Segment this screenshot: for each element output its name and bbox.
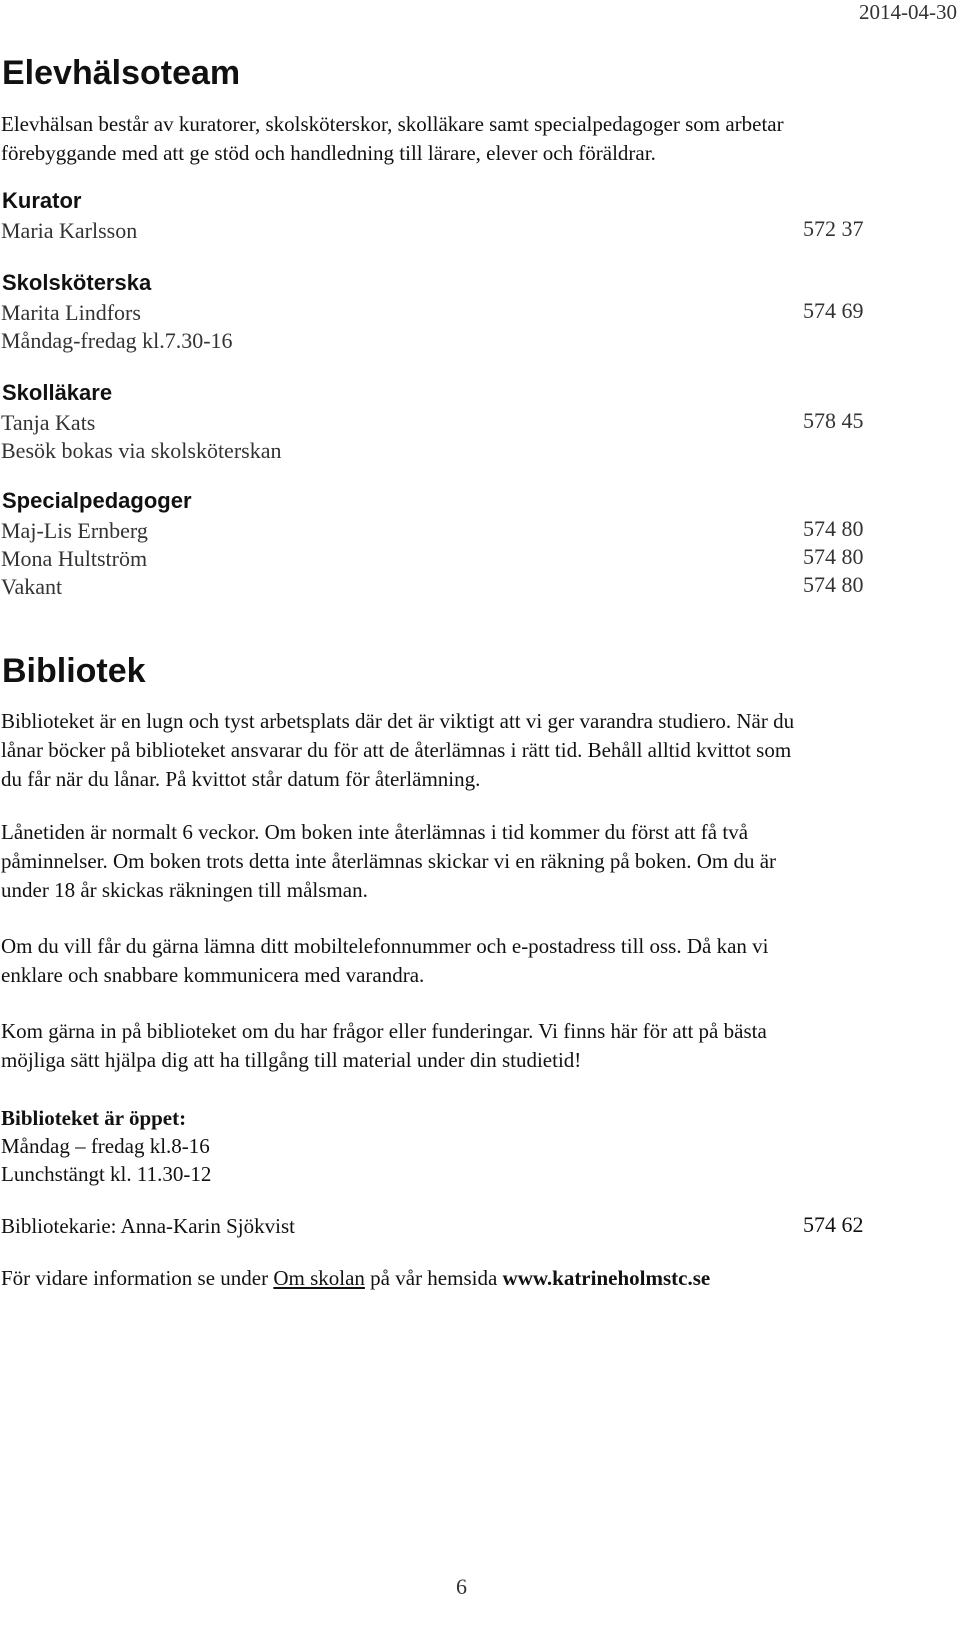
bibliotek-paragraph: [1, 932, 936, 990]
librarian: Bibliotekarie: Anna-Karin Sjökvist: [1, 1214, 295, 1238]
specialpedagog-phone: 574 80: [803, 516, 864, 541]
document-date: 2014-04-30: [859, 0, 957, 24]
om-skolan-link[interactable]: Om skolan: [273, 1266, 365, 1290]
librarian-phone: 574 62: [803, 1212, 864, 1237]
paragraph-line: enklare och snabbare kommunicera med varandra.: [1, 963, 425, 987]
paragraph-line: Biblioteket är en lugn och tyst arbetsplats där det är viktigt att vi ger varandra studiero. När du: [1, 709, 795, 733]
bibliotek-paragraph: [1, 1017, 936, 1075]
specialpedagog-phone: 574 80: [803, 544, 864, 569]
bibliotek-paragraph: [1, 707, 936, 794]
intro-line: Elevhälsan består av kuratorer, skolsköterskor, skolläkare samt specialpedagoger som arbetar: [1, 112, 784, 136]
kurator-heading: Kurator: [2, 188, 82, 213]
skollakare-note: Besök bokas via skolsköterskan: [1, 438, 282, 463]
more-info: [1, 1264, 710, 1293]
page-number: 6: [456, 1574, 467, 1599]
skollakare-phone: 578 45: [803, 408, 864, 433]
bibliotek-title: Bibliotek: [2, 652, 146, 690]
specialpedagoger-heading: Specialpedagoger: [2, 488, 192, 513]
elevhalsoteam-intro: [1, 110, 936, 168]
lunch-closed: Lunchstängt kl. 11.30-12: [1, 1162, 212, 1186]
skolskoterska-name: Marita Lindfors: [1, 300, 141, 325]
specialpedagog-name: Vakant: [1, 574, 63, 599]
specialpedagog-phone: 574 80: [803, 572, 864, 597]
paragraph-line: du får när du lånar. På kvittot står datum för återlämning.: [1, 767, 481, 791]
skolskoterska-heading: Skolsköterska: [2, 270, 152, 295]
paragraph-line: Om du vill får du gärna lämna ditt mobiltelefonnummer och e-postadress till oss. Då kan vi: [1, 934, 769, 958]
paragraph-line: under 18 år skickas räkningen till målsman.: [1, 878, 368, 902]
skollakare-name: Tanja Kats: [1, 410, 96, 435]
open-hours: Måndag – fredag kl.8-16: [1, 1134, 210, 1158]
kurator-phone: 572 37: [803, 216, 864, 241]
paragraph-line: Kom gärna in på biblioteket om du har frågor eller funderingar. Vi finns här för att på bästa: [1, 1019, 767, 1043]
specialpedagog-name: Maj-Lis Ernberg: [1, 518, 148, 543]
skollakare-heading: Skolläkare: [2, 380, 113, 405]
bibliotek-paragraph: [1, 818, 936, 905]
specialpedagog-name: Mona Hultström: [1, 546, 148, 571]
skolskoterska-hours: Måndag-fredag kl.7.30-16: [1, 328, 233, 353]
intro-line: förebyggande med att ge stöd och handledning till lärare, elever och föräldrar.: [1, 141, 656, 165]
open-hours-heading: Biblioteket är öppet:: [1, 1106, 187, 1130]
website: www.katrineholmstc.se: [502, 1266, 711, 1290]
elevhalsoteam-title: Elevhälsoteam: [2, 54, 241, 92]
more-info-mid: på vår hemsida: [364, 1266, 503, 1290]
paragraph-line: Lånetiden är normalt 6 veckor. Om boken inte återlämnas i tid kommer du först att få två: [1, 820, 749, 844]
more-info-prefix: För vidare information se under: [1, 1266, 274, 1290]
kurator-name: Maria Karlsson: [1, 218, 138, 243]
paragraph-line: möjliga sätt hjälpa dig att ha tillgång till material under din studietid!: [1, 1048, 582, 1072]
skolskoterska-phone: 574 69: [803, 298, 864, 323]
paragraph-line: lånar böcker på biblioteket ansvarar du för att de återlämnas i rätt tid. Behåll alltid kvittot som: [1, 738, 792, 762]
paragraph-line: påminnelser. Om boken trots detta inte återlämnas skickar vi en räkning på boken. Om du är: [1, 849, 777, 873]
